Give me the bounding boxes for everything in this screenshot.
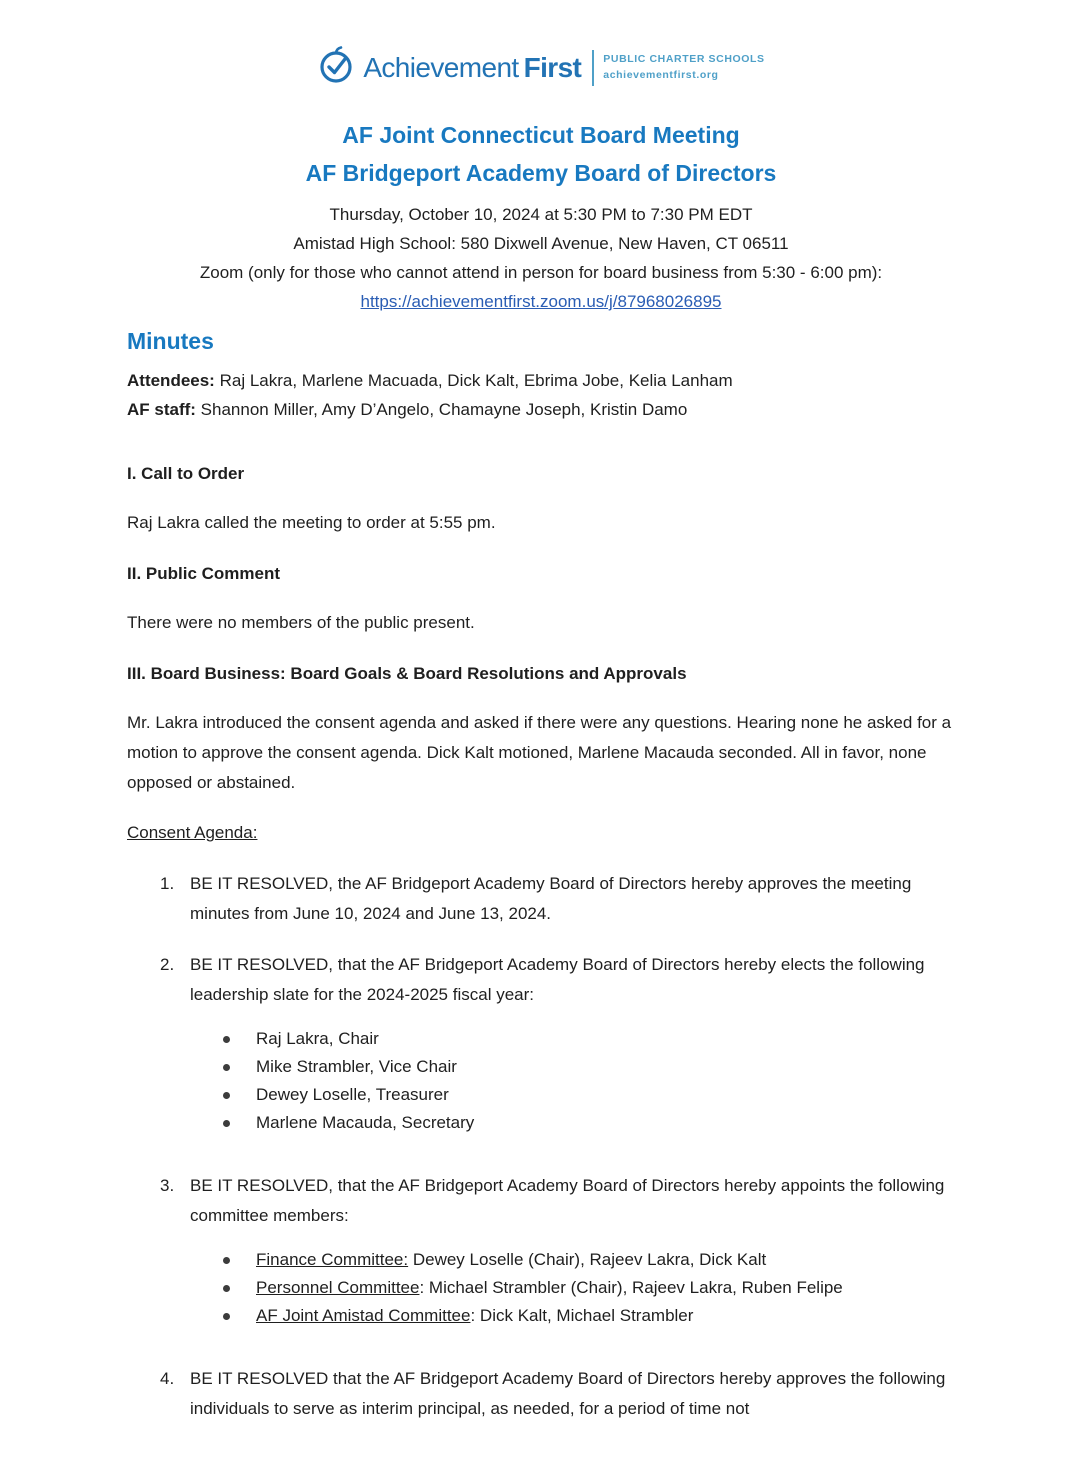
logo-first: First	[523, 51, 582, 83]
attendees-names: Raj Lakra, Marlene Macuada, Dick Kalt, Ebrima Jobe, Kelia Lanham	[214, 371, 733, 391]
resolution-number: 1.	[160, 874, 175, 894]
resolution-item-2	[127, 950, 955, 1010]
committee-members: : Dick Kalt, Michael Strambler	[470, 1306, 694, 1326]
logo-divider	[592, 50, 594, 86]
bullet-icon	[223, 1257, 230, 1264]
slate-entry: Dewey Loselle, Treasurer	[256, 1085, 449, 1105]
resolution-text: BE IT RESOLVED, that the AF Bridgeport Academy Board of Directors hereby elects the following leadership slate for the 2024-2025 fiscal year:	[190, 955, 925, 1005]
list-item	[127, 1302, 955, 1330]
committee-entry	[256, 1274, 843, 1302]
list-item	[127, 1274, 955, 1302]
resolution-number: 4.	[160, 1369, 175, 1389]
attendees-label: Attendees:	[127, 371, 215, 391]
logo-tagline-line2: achievementfirst.org	[603, 68, 719, 81]
leadership-slate-list	[127, 1025, 955, 1137]
slate-entry: Mike Strambler, Vice Chair	[256, 1057, 457, 1077]
committee-entry	[256, 1246, 766, 1274]
committee-name: AF Joint Amistad Committee	[256, 1306, 471, 1326]
slate-entry: Marlene Macauda, Secretary	[256, 1113, 475, 1133]
section-2-heading: II. Public Comment	[127, 564, 281, 584]
bullet-icon	[223, 1313, 230, 1320]
logo-tagline-line1: PUBLIC CHARTER SCHOOLS	[603, 52, 765, 65]
list-item	[127, 1081, 955, 1109]
attendees-line	[127, 366, 955, 395]
section-1-heading: I. Call to Order	[127, 464, 245, 484]
meeting-location: Amistad High School: 580 Dixwell Avenue, New Haven, CT 06511	[293, 233, 789, 253]
achievement-first-logo	[127, 44, 955, 91]
consent-agenda-heading: Consent Agenda:	[127, 823, 258, 843]
committee-members: Dewey Loselle (Chair), Rajeev Lakra, Dick Kalt	[408, 1250, 767, 1270]
committee-name: Personnel Committee	[256, 1278, 420, 1298]
minutes-heading: Minutes	[127, 327, 214, 354]
resolution-item-3	[127, 1171, 955, 1231]
resolution-text: BE IT RESOLVED, that the AF Bridgeport Academy Board of Directors hereby appoints the following committee members:	[190, 1176, 945, 1226]
zoom-link-line	[127, 287, 955, 316]
resolution-text: BE IT RESOLVED that the AF Bridgeport Academy Board of Directors hereby approves the following individuals to serve as interim principal, as needed, for a period of time not	[190, 1369, 946, 1419]
meeting-datetime: Thursday, October 10, 2024 at 5:30 PM to 7:30 PM EDT	[329, 204, 753, 224]
document-subtitle: AF Bridgeport Academy Board of Directors	[305, 159, 777, 186]
resolution-item-1	[127, 869, 955, 929]
section-2-body: There were no members of the public present.	[127, 613, 475, 633]
section-3-body: Mr. Lakra introduced the consent agenda and asked if there were any questions. Hearing none he asked for a motion to approve the consent agenda. Dick Kalt motioned, Marlene Macauda seconded. All in favor, none opposed or abstained.	[127, 713, 952, 793]
bullet-icon	[223, 1120, 230, 1127]
list-item	[127, 1109, 955, 1137]
staff-line	[127, 395, 955, 424]
slate-entry: Raj Lakra, Chair	[256, 1029, 379, 1049]
resolution-item-4	[127, 1364, 955, 1424]
zoom-note: Zoom (only for those who cannot attend in person for board business from 5:30 - 6:00 pm):	[199, 262, 883, 282]
checkmark-circle-icon	[317, 44, 357, 91]
bullet-icon	[223, 1036, 230, 1043]
list-item	[127, 1053, 955, 1081]
bullet-icon	[223, 1064, 230, 1071]
logo-achievement: Achievement	[363, 51, 519, 83]
logo-tagline	[603, 52, 764, 84]
bullet-icon	[223, 1285, 230, 1292]
list-item	[127, 1025, 955, 1053]
section-1-body: Raj Lakra called the meeting to order at 5:55 pm.	[127, 513, 496, 533]
staff-names: Shannon Miller, Amy D’Angelo, Chamayne Joseph, Kristin Damo	[195, 400, 688, 420]
logo-wordmark	[363, 52, 581, 84]
list-item	[127, 1246, 955, 1274]
resolution-number: 2.	[160, 955, 175, 975]
section-3-heading: III. Board Business: Board Goals & Board Resolutions and Approvals	[127, 664, 687, 684]
staff-label: AF staff:	[127, 400, 196, 420]
resolution-text: BE IT RESOLVED, the AF Bridgeport Academy Board of Directors hereby approves the meeting minutes from June 10, 2024 and June 13, 2024.	[190, 874, 912, 924]
committee-list	[127, 1246, 955, 1330]
committee-members: : Michael Strambler (Chair), Rajeev Lakra, Ruben Felipe	[419, 1278, 843, 1298]
committee-name: Finance Committee:	[256, 1250, 409, 1270]
document-title: AF Joint Connecticut Board Meeting	[342, 122, 740, 148]
zoom-meeting-link[interactable]: https://achievementfirst.zoom.us/j/87968026895	[360, 291, 722, 311]
committee-entry	[256, 1302, 693, 1330]
resolution-number: 3.	[160, 1176, 175, 1196]
bullet-icon	[223, 1092, 230, 1099]
